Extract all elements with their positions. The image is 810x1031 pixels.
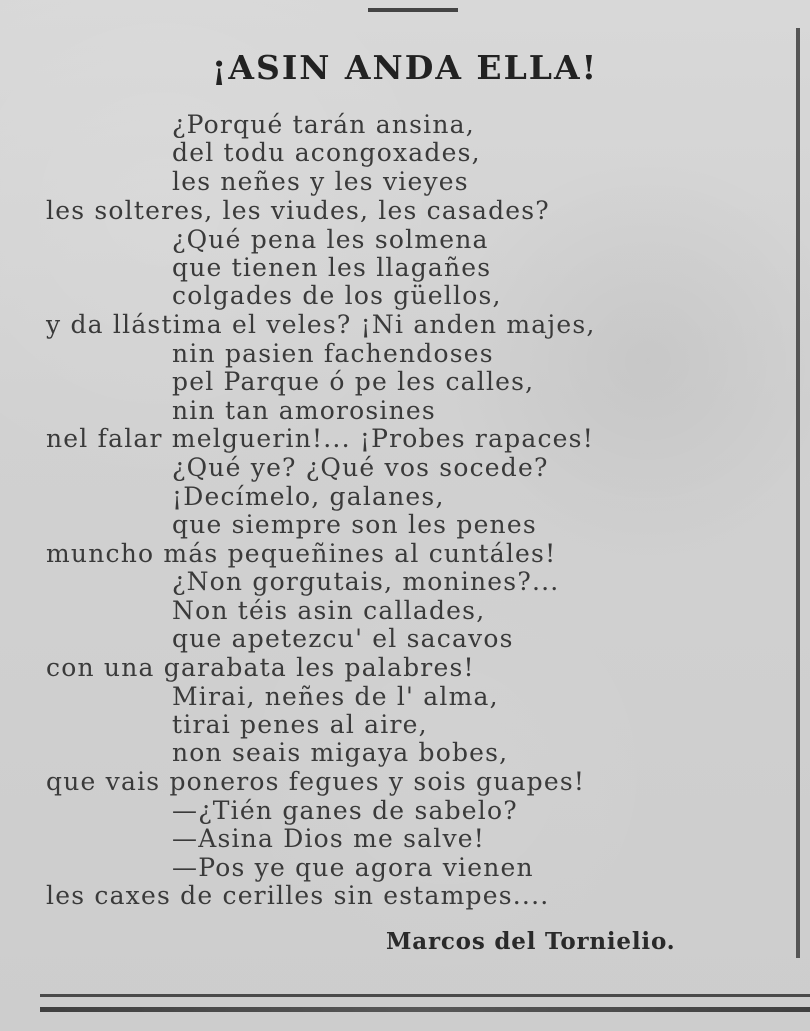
poem-line: que tienen les llagañes — [172, 253, 492, 282]
bottom-divider — [40, 992, 810, 1020]
poem-title: ¡ASIN ANDA ELLA! — [211, 48, 599, 87]
poem-line: que vais poneros fegues y sois guapes! — [46, 767, 586, 796]
poem-line: —Asina Dios me salve! — [172, 824, 486, 853]
poem-line: muncho más pequeñines al cuntáles! — [46, 539, 557, 568]
poem-line: nin pasien fachendoses — [172, 339, 494, 368]
poem-line: les solteres, les viudes, les casades? — [46, 196, 550, 225]
poem-line: con una garabata les palabres! — [46, 653, 475, 682]
top-divider — [368, 8, 458, 12]
poem-line: les neñes y les vieyes — [172, 167, 469, 196]
poem-line: Non téis asin callades, — [172, 596, 486, 625]
poem-line: pel Parque ó pe les calles, — [172, 367, 535, 396]
poem-line: ¿Non gorgutais, monines?... — [172, 567, 560, 596]
author-signature: Marcos del Tornielio. — [386, 928, 676, 955]
bottom-rule-thin — [40, 994, 810, 997]
right-column-divider — [796, 28, 800, 958]
poem-line: Mirai, neñes de l' alma, — [172, 682, 499, 711]
poem-line: que apetezcu' el sacavos — [172, 624, 514, 653]
poem-line: que siempre son les penes — [172, 510, 537, 539]
poem-line: ¿Qué ye? ¿Qué vos socede? — [172, 453, 549, 482]
poem-line: —Pos ye que agora vienen — [172, 853, 534, 882]
poem-line: nin tan amorosines — [172, 396, 436, 425]
poem-line: —¿Tién ganes de sabelo? — [172, 796, 518, 825]
poem-line: ¡Decímelo, galanes, — [172, 482, 445, 511]
poem-line: y da llástima el veles? ¡Ni anden majes, — [46, 310, 596, 339]
poem-line: ¿Porqué tarán ansina, — [172, 110, 475, 139]
poem-line: nel falar melguerin!... ¡Probes rapaces! — [46, 424, 594, 453]
poem-line: les caxes de cerilles sin estampes.... — [46, 881, 550, 910]
poem-line: tirai penes al aire, — [172, 710, 428, 739]
poem-line: non seais migaya bobes, — [172, 738, 509, 767]
poem-line: ¿Qué pena les solmena — [172, 225, 489, 254]
bottom-rule-thick — [40, 1007, 810, 1012]
poem-line: colgades de los güellos, — [172, 281, 502, 310]
poem-line: del todu acongoxades, — [172, 138, 481, 167]
